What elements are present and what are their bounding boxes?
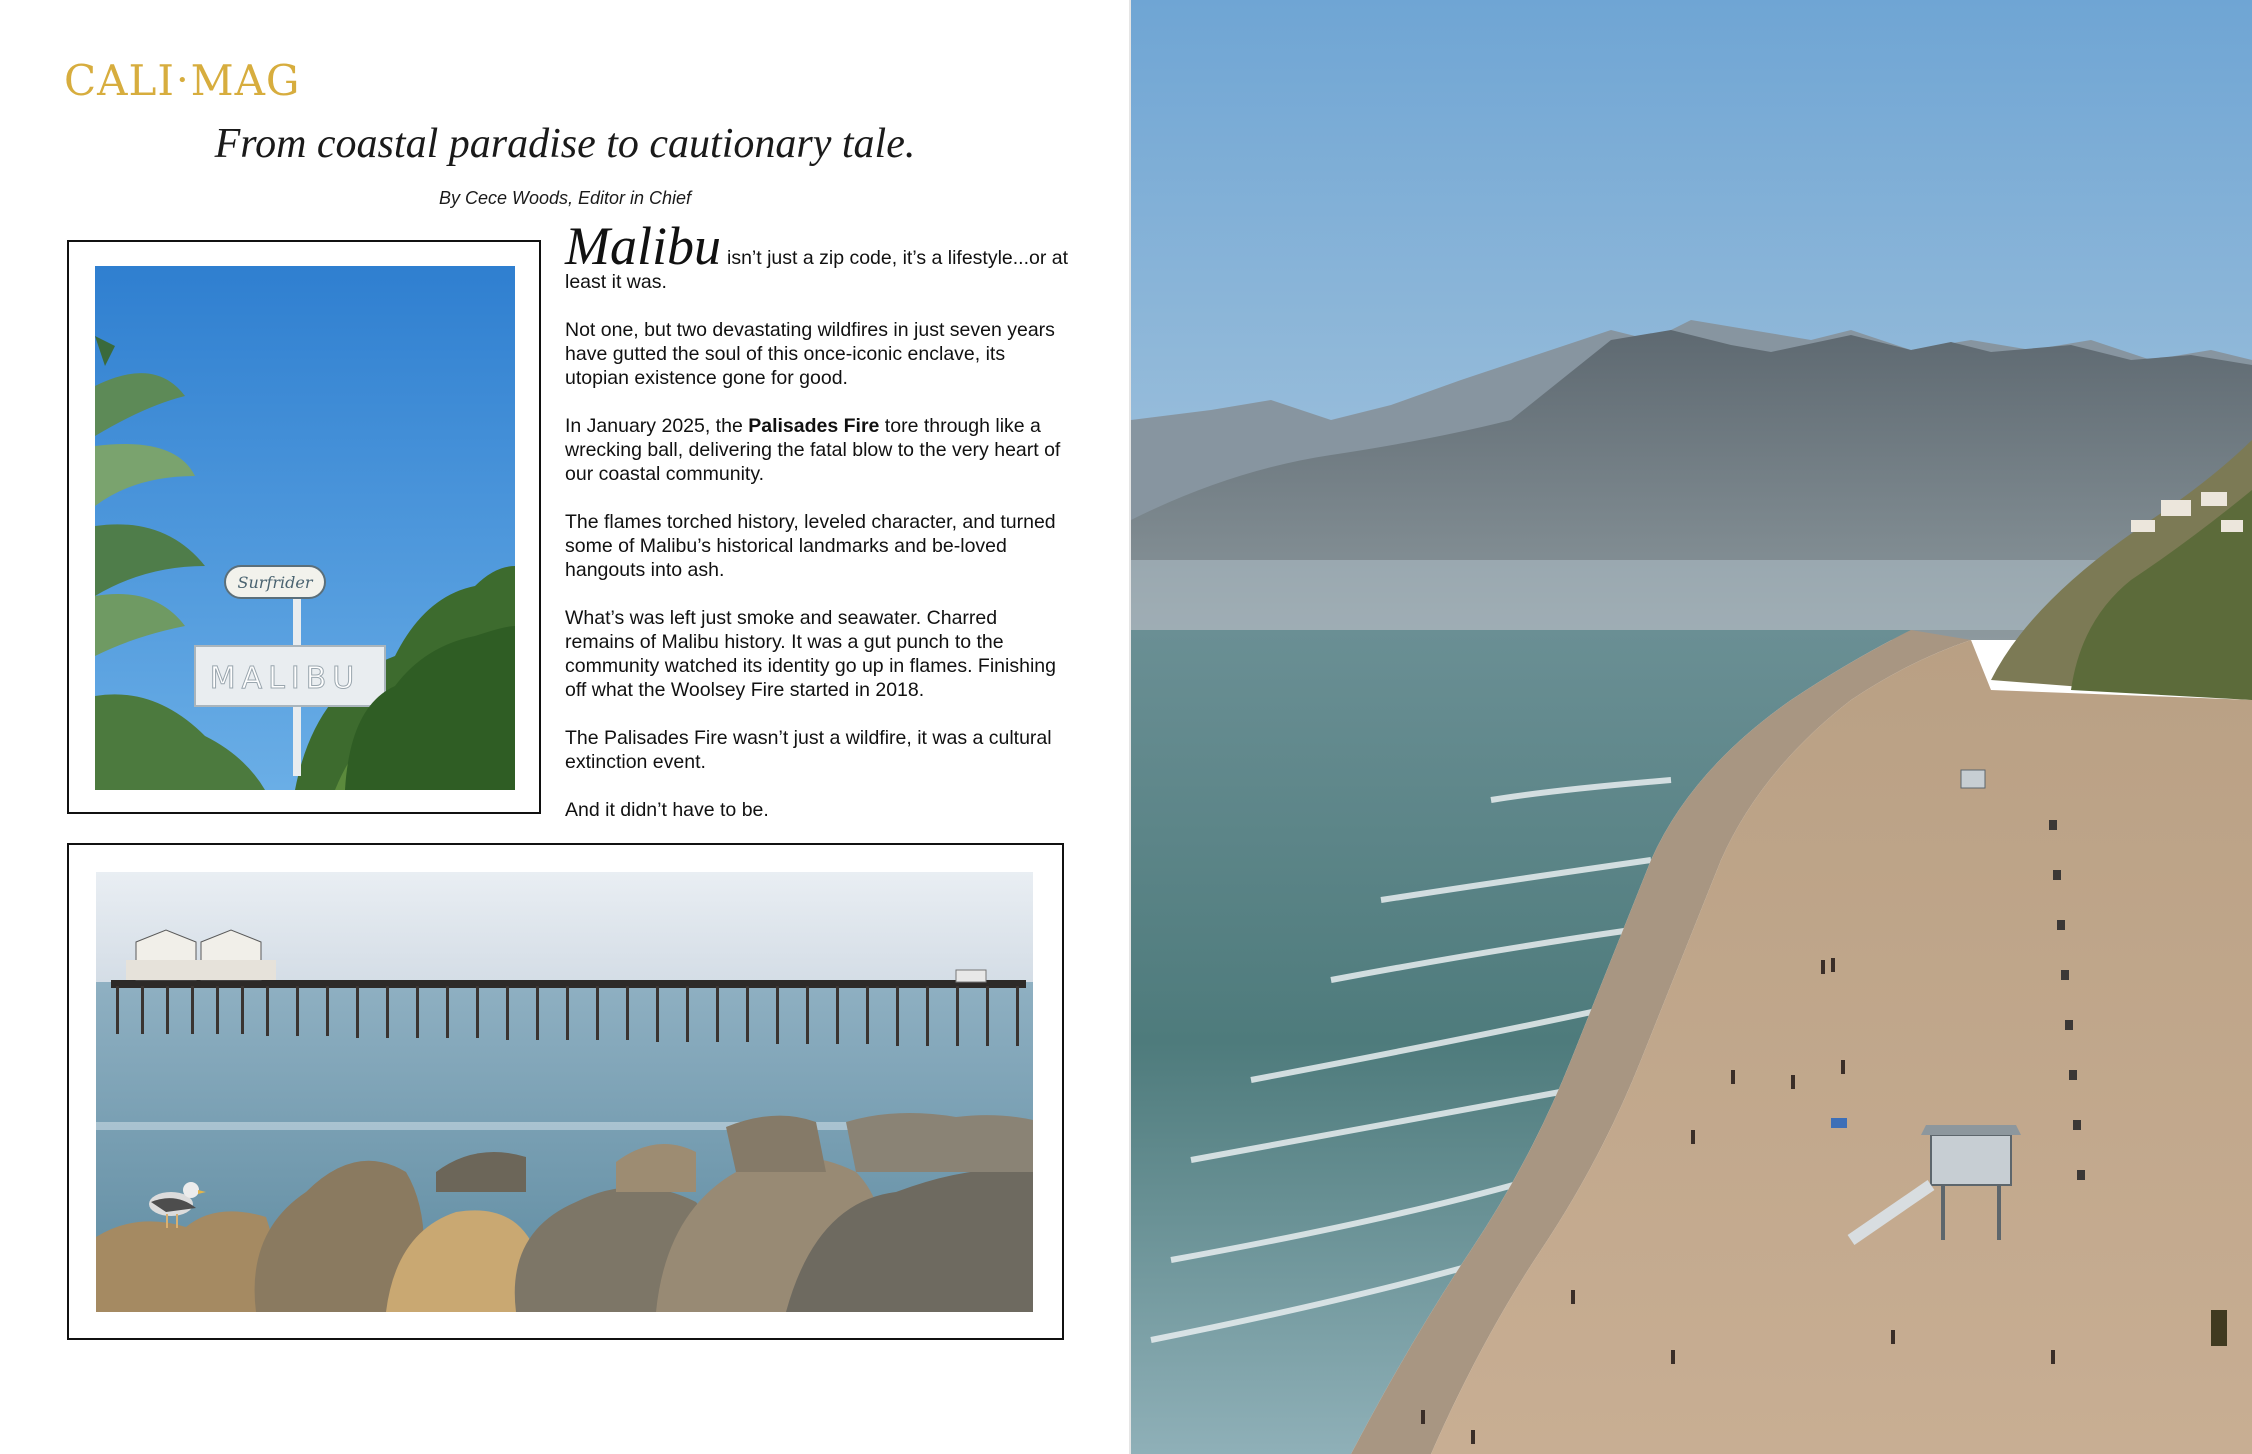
- article-body: [565, 216, 1070, 846]
- sign-photo-frame: [67, 240, 541, 814]
- magazine-logo: [64, 56, 300, 105]
- headline: From coastal paradise to cautionary tale.: [214, 121, 916, 167]
- paragraph-3-b: tore through like a wrecking ball, delivering the fatal blow to the very heart of our coastal community.: [565, 415, 1061, 485]
- paragraph-4: The flames torched history, leveled character, and turned some of Malibu’s historical landmarks and be-loved hangouts into ash.: [565, 511, 1056, 581]
- paragraph-6: The Palisades Fire wasn’t just a wildfire, it was a cultural extinction event.: [565, 727, 1052, 773]
- sign-surfrider-text: Surfrider: [237, 573, 313, 592]
- beach-photo-page: [1131, 0, 2252, 1454]
- paragraph-5: What’s was left just smoke and seawater. Charred remains of Malibu history. It was a gut punch to the community watched its identity go up in flames. Finishing off what the Woolsey Fire started in 2018.: [565, 607, 1056, 701]
- logo-dot: •: [176, 69, 189, 91]
- pier-photo-frame: [67, 843, 1064, 1340]
- malibu-beach-aerial-photo: [1131, 0, 2252, 1454]
- logo-right: MAG: [190, 56, 301, 105]
- byline: By Cece Woods, Editor in Chief: [438, 188, 692, 208]
- drop-word: Malibu: [565, 216, 721, 276]
- paragraph-3-a: In January 2025, the: [565, 415, 749, 437]
- palisades-fire-bold: Palisades Fire: [748, 415, 880, 437]
- malibu-pier-photo: [96, 872, 1033, 1312]
- paragraph-7: And it didn’t have to be.: [565, 799, 769, 821]
- surfrider-sign-photo: [95, 266, 515, 790]
- paragraph-1-text: isn’t just a zip code, it’s a lifestyle...or at least it was.: [565, 247, 1069, 293]
- paragraph-3: [565, 414, 1070, 486]
- sign-malibu-text: MALIBU: [209, 661, 361, 696]
- paragraph-2: Not one, but two devastating wildfires in just seven years have gutted the soul of this once-iconic enclave, its utopian existence gone for good.: [565, 319, 1055, 389]
- paragraph-1: [565, 216, 1070, 294]
- logo-left: CALI: [64, 56, 175, 105]
